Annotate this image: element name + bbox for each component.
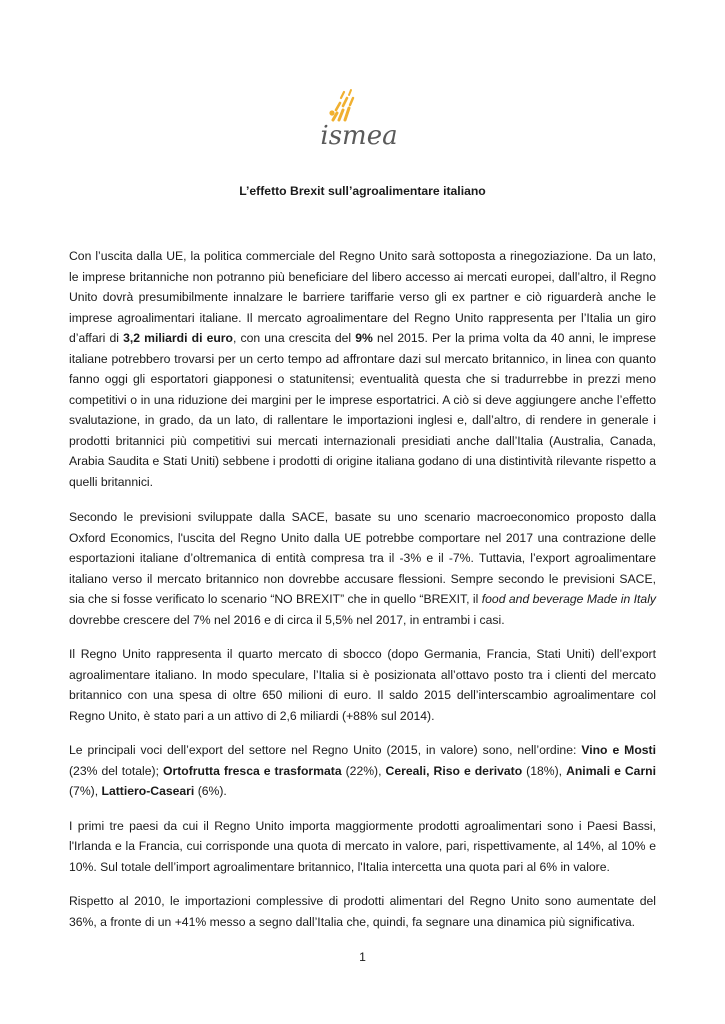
paragraph-text: nel 2015. Per la prima volta da 40 anni, le imprese italiane potrebbero trovarsi per un certo tempo ad affrontare dazi sul mercato britannico, in linea con quanto fanno oggi gli esportatori giapponesi o statunitensi; eventualità questa che si tradurrebbe in prezzi meno competitivi o in una riduzione dei margini per le imprese esportatrici. A ciò si deve aggiungere anche l’effetto svalutazione, in grado, da un lato, di rallentare le importazioni inglesi e, dall’altro, di rendere in generale i prodotti britannici più competitivi sui mercati internazionali presidiati anche dall’Italia (Australia, Canada, Arabia Saudita e Stati Uniti) sebbene i prodotti di origine italiana godano di una distintività rilevante rispetto a quelli britannici. (69, 331, 656, 489)
bold-text: Vino e Mosti (581, 743, 656, 757)
paragraph-text: (23% del totale); (69, 763, 163, 778)
bold-text: 3,2 miliardi di euro (123, 331, 233, 345)
paragraph-text: Secondo le previsioni sviluppate dalla SACE, basate su uno scenario macroeconomico proposto dalla Oxford Economics, l'uscita del Regno Unito dalla UE potrebbe comportare nel 2017 una contrazione delle esportazioni italiane d’oltremanica di entità compresa tra il -3% e il -7%. Tuttavia, l’export agroalimentare italiano verso il mercato britannico non dovrebbe accusare flessioni. Sempre secondo le previsioni SACE, sia che si fosse verificato lo scenario “NO BREXIT” che in quello “BREXIT, il (69, 510, 656, 606)
ismea-logo (305, 86, 415, 152)
bold-text: Cereali, Riso e derivato (385, 763, 523, 778)
body-paragraph (69, 644, 656, 726)
paragraph-text: Il Regno Unito rappresenta il quarto mercato di sbocco (dopo Germania, Francia, Stati Uniti) dell’export agroalimentare italiano. In modo speculare, l’Italia si è posizionata all’ottavo posto tra i clienti del mercato britannico con una spesa di oltre 650 milioni di euro. Il saldo 2015 dell’interscambio agroalimentare col Regno Unito, è stato pari a un attivo di 2,6 miliardi (+88% sul 2014). (69, 647, 656, 723)
italic-text: food and beverage Made in Italy (481, 592, 656, 606)
body-paragraph (69, 816, 656, 878)
bold-text: Lattiero-Caseari (101, 784, 195, 798)
body-paragraph (69, 246, 656, 492)
body-paragraph (69, 740, 656, 802)
body-paragraph (69, 891, 656, 932)
logo-rays-icon (329, 90, 353, 120)
bold-text: Ortofrutta fresca e trasformata (162, 763, 342, 778)
paragraph-text: , con una crescita del (233, 331, 356, 345)
page-number: 1 (359, 950, 366, 964)
paragraph-text: (18%), (522, 763, 567, 778)
ismea-logo-graphic (305, 86, 415, 152)
paragraph-text: dovrebbe crescere del 7% nel 2016 e di circa il 5,5% nel 2017, in entrambi i casi. (69, 612, 505, 627)
paragraph-text: Rispetto al 2010, le importazioni complessive di prodotti alimentari del Regno Unito sono aumentate del 36%, a fronte di un +41% messo a segno dall’Italia che, quindi, fa segnare una dinamica più significativa. (69, 894, 656, 929)
paragraph-text: I primi tre paesi da cui il Regno Unito importa maggiormente prodotti agroalimentari sono i Paesi Bassi, l'Irlanda e la Francia, cui corrisponde una quota di mercato in valore, pari, rispettivamente, al 14%, al 10% e 10%. Sul totale dell’import agroalimentare britannico, l'Italia intercetta una quota pari al 6% in valore. (69, 818, 656, 874)
paragraph-text: Le principali voci dell’export del settore nel Regno Unito (2015, in valore) sono, nell’ordine: (69, 743, 582, 757)
paragraph-text: (6%). (194, 784, 227, 798)
logo-wordmark: ismea (320, 121, 398, 151)
bold-text: 9% (355, 331, 373, 345)
document-title: L’effetto Brexit sull’agroalimentare italiano (239, 184, 486, 198)
paragraph-text: (22%), (341, 763, 386, 778)
body-paragraph (69, 507, 656, 630)
bold-text: Animali e Carni (566, 763, 657, 778)
paragraph-text: (7%), (69, 784, 102, 798)
paragraph-text: Con l’uscita dalla UE, la politica commerciale del Regno Unito sarà sottoposta a rinegoziazione. Da un lato, le imprese britanniche non potranno più beneficiare del libero accesso ai mercati europei, dall’altro, il Regno Unito dovrà presumibilmente innalzare le barriere tariffarie verso gli ex partner e ciò riguarderà anche le imprese agroalimentari italiane. Il mercato agroalimentare del Regno Unito rappresenta per l’Italia un giro d’affari di (69, 249, 656, 345)
document-body (69, 246, 656, 946)
